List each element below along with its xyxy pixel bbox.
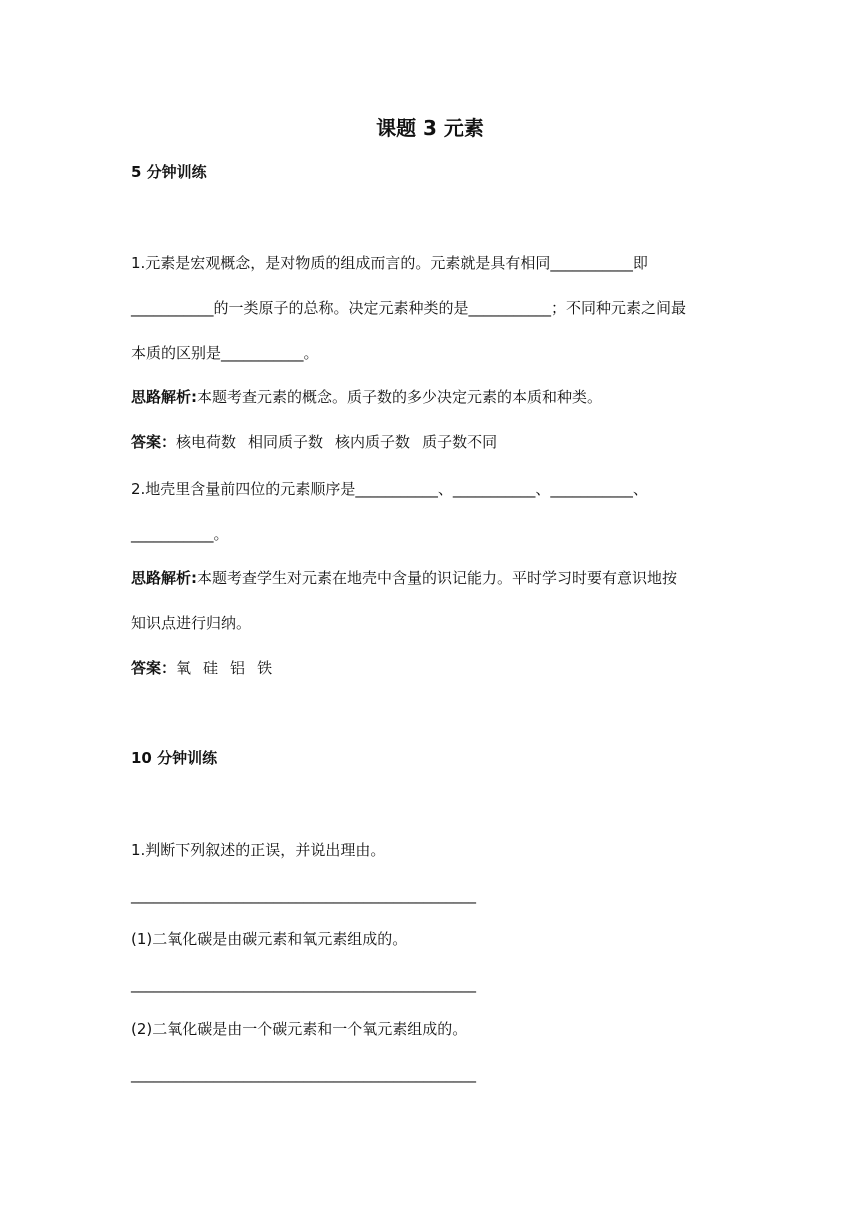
q2-analysis-line-1 <box>131 567 741 589</box>
q3-item-2: (2)二氧化碳是由一个碳元素和一个氧元素组成的。 <box>131 1020 468 1038</box>
answer-item: 核电荷数 <box>176 433 237 451</box>
section-heading-10min: 10 分钟训练 <box>131 749 218 767</box>
answer-item: 氧 <box>176 659 192 677</box>
answer-item: 铝 <box>230 659 246 677</box>
analysis-text: 本题考查学生对元素在地壳中含量的识记能力。平时学习时要有意识地按 <box>197 569 678 587</box>
analysis-text: 本题考查元素的概念。质子数的多少决定元素的本质和种类。 <box>197 388 603 406</box>
analysis-label: 思路解析: <box>131 388 197 406</box>
q1-analysis <box>131 386 741 408</box>
q2-answer <box>131 657 741 679</box>
answer-blank-line: ______________________________________________ <box>131 886 476 904</box>
q2-line-1: 2.地壳里含量前四位的元素顺序是___________、___________、___________、 <box>131 480 648 498</box>
answer-item: 相同质子数 <box>248 433 324 451</box>
answer-label: 答案： <box>131 433 177 451</box>
answer-item: 核内质子数 <box>335 433 411 451</box>
q1-line-1: 1.元素是宏观概念，是对物质的组成而言的。元素就是具有相同___________即 <box>131 254 648 272</box>
answer-item: 质子数不同 <box>422 433 498 451</box>
section-heading-5min: 5 分钟训练 <box>131 163 207 181</box>
answer-item: 铁 <box>257 659 273 677</box>
page-title: 课题 3 元素 <box>376 116 484 140</box>
analysis-label: 思路解析: <box>131 569 197 587</box>
answer-blank-line: ______________________________________________ <box>131 975 476 993</box>
answer-label: 答案： <box>131 659 177 677</box>
q3-line-1: 1.判断下列叙述的正误，并说出理由。 <box>131 841 386 859</box>
answer-blank-line: ______________________________________________ <box>131 1065 476 1083</box>
q1-answer <box>131 431 741 453</box>
answer-item: 硅 <box>203 659 219 677</box>
q1-line-3: 本质的区别是___________。 <box>131 344 319 362</box>
q2-line-2: ___________。 <box>131 525 229 543</box>
q3-item-1: (1)二氧化碳是由碳元素和氧元素组成的。 <box>131 930 408 948</box>
q2-analysis-line-2: 知识点进行归纳。 <box>131 614 252 632</box>
q1-line-2: ___________的一类原子的总称。决定元素种类的是___________；不同种元素之间最 <box>131 299 687 317</box>
